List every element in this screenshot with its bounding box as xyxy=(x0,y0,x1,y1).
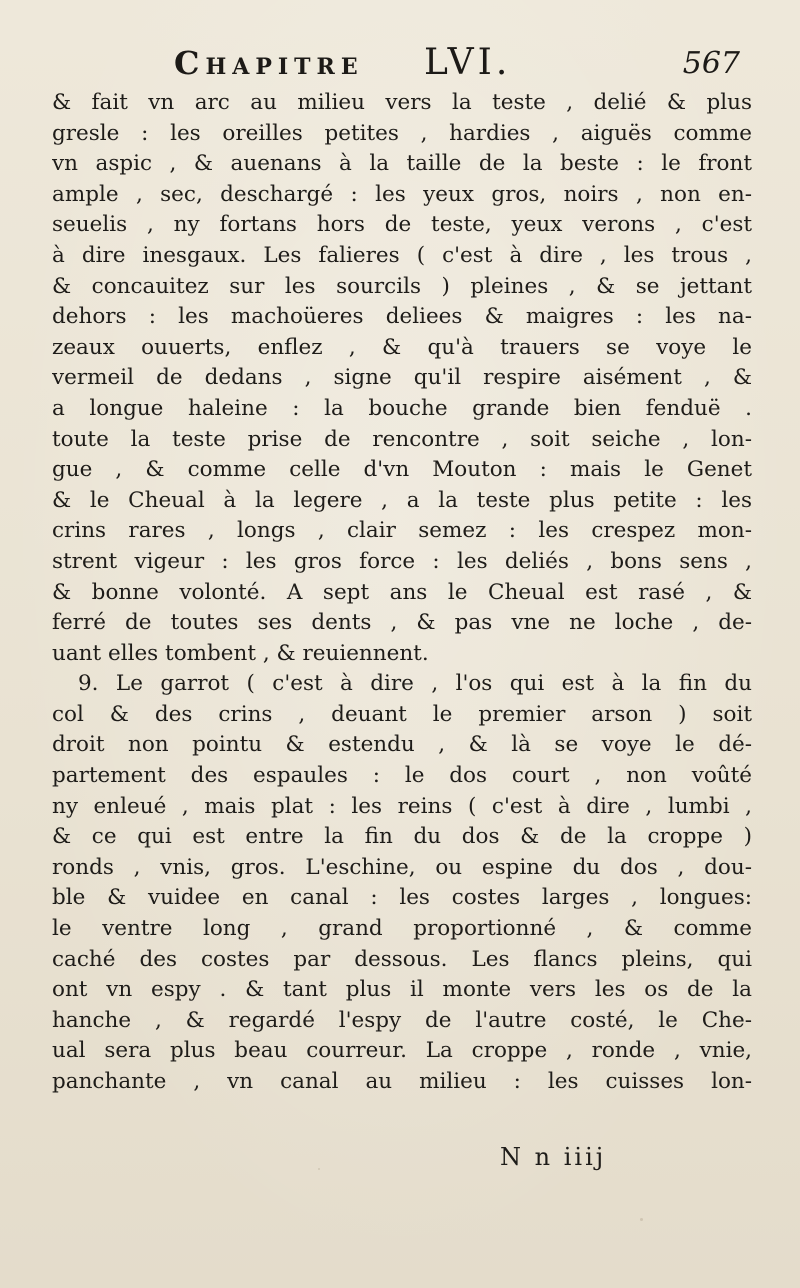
text-line: & ce qui est entre la fin du dos & de la croppe ) xyxy=(52,824,752,850)
paragraph-start-line: 9. Le garrot ( c'est à dire , l'os qui est à la fin du xyxy=(78,671,752,697)
text-line: col & des crins , deuant le premier arson ) soit xyxy=(52,701,752,727)
text-line: ronds , vnis, gros. L'eschine, ou espine du dos , dou- xyxy=(52,854,752,880)
text-line: caché des costes par dessous. Les flancs pleins, qui xyxy=(52,946,752,972)
text-line: panchante , vn canal au milieu : les cuisses lon- xyxy=(52,1069,752,1094)
text-line: crins rares , longs , clair semez : les crespez mon- xyxy=(52,518,752,544)
text-line: a longue haleine : la bouche grande bien fenduë . xyxy=(52,395,752,421)
text-line: ble & vuidee en canal : les costes larges , longues: xyxy=(52,885,752,911)
text-line: partement des espaules : le dos court , non voûté xyxy=(52,763,752,789)
text-line: à dire inesgaux. Les falieres ( c'est à dire , les trous , xyxy=(52,242,752,268)
text-line: ample , sec, deschargé : les yeux gros, noirs , non en- xyxy=(52,181,752,207)
text-line: ont vn espy . & tant plus il monte vers les os de la xyxy=(52,977,752,1003)
text-line: & bonne volonté. A sept ans le Cheual est rasé , & xyxy=(52,579,752,605)
paper-stain xyxy=(318,1168,320,1170)
text-line: & le Cheual à la legere , a la teste plus petite : les xyxy=(52,487,752,513)
text-line: ual sera plus beau courreur. La croppe , ronde , vnie, xyxy=(52,1038,752,1064)
text-line: le ventre long , grand proportionné , & comme xyxy=(52,916,752,942)
text-line: dehors : les machoüeres deliees & maigres : les na- xyxy=(52,304,752,330)
text-line: seuelis , ny fortans hors de teste, yeux verons , c'est xyxy=(52,212,752,238)
text-line: droit non pointu & estendu , & là se voye le dé- xyxy=(52,732,752,758)
chapter-number: LVI. xyxy=(424,42,512,83)
running-head-title: Chapitre xyxy=(174,44,364,82)
text-line: ny enleué , mais plat : les reins ( c'est à dire , lumbi , xyxy=(52,793,752,819)
text-line: zeaux ouuerts, enflez , & qu'à trauers se voye le xyxy=(52,334,752,360)
text-line: strent vigeur : les gros force : les deliés , bons sens , xyxy=(52,548,752,574)
text-line: ferré de toutes ses dents , & pas vne ne loche , de- xyxy=(52,610,752,636)
text-line: gresle : les oreilles petites , hardies , aiguës comme xyxy=(52,120,752,146)
page-number: 567 xyxy=(682,46,740,81)
text-line: & concauitez sur les sourcils ) pleines , & se jettant xyxy=(52,273,752,299)
running-head xyxy=(40,40,740,86)
text-line: gue , & comme celle d'vn Mouton : mais le Genet xyxy=(52,457,752,483)
text-line: hanche , & regardé l'espy de l'autre costé, le Che- xyxy=(52,1007,752,1033)
text-line: & fait vn arc au milieu vers la teste , delié & plus xyxy=(52,90,752,115)
paper-stain xyxy=(640,1218,643,1221)
text-line: vn aspic , & auenans à la taille de la beste : le front xyxy=(52,151,752,177)
text-line: toute la teste prise de rencontre , soit seiche , lon- xyxy=(52,426,752,452)
text-line: vermeil de dedans , signe qu'il respire aisément , & xyxy=(52,365,752,391)
text-line: uant elles tombent , & reuiennent. xyxy=(52,640,429,666)
body-text xyxy=(52,88,752,1098)
signature-mark: N n iiij xyxy=(500,1143,607,1171)
